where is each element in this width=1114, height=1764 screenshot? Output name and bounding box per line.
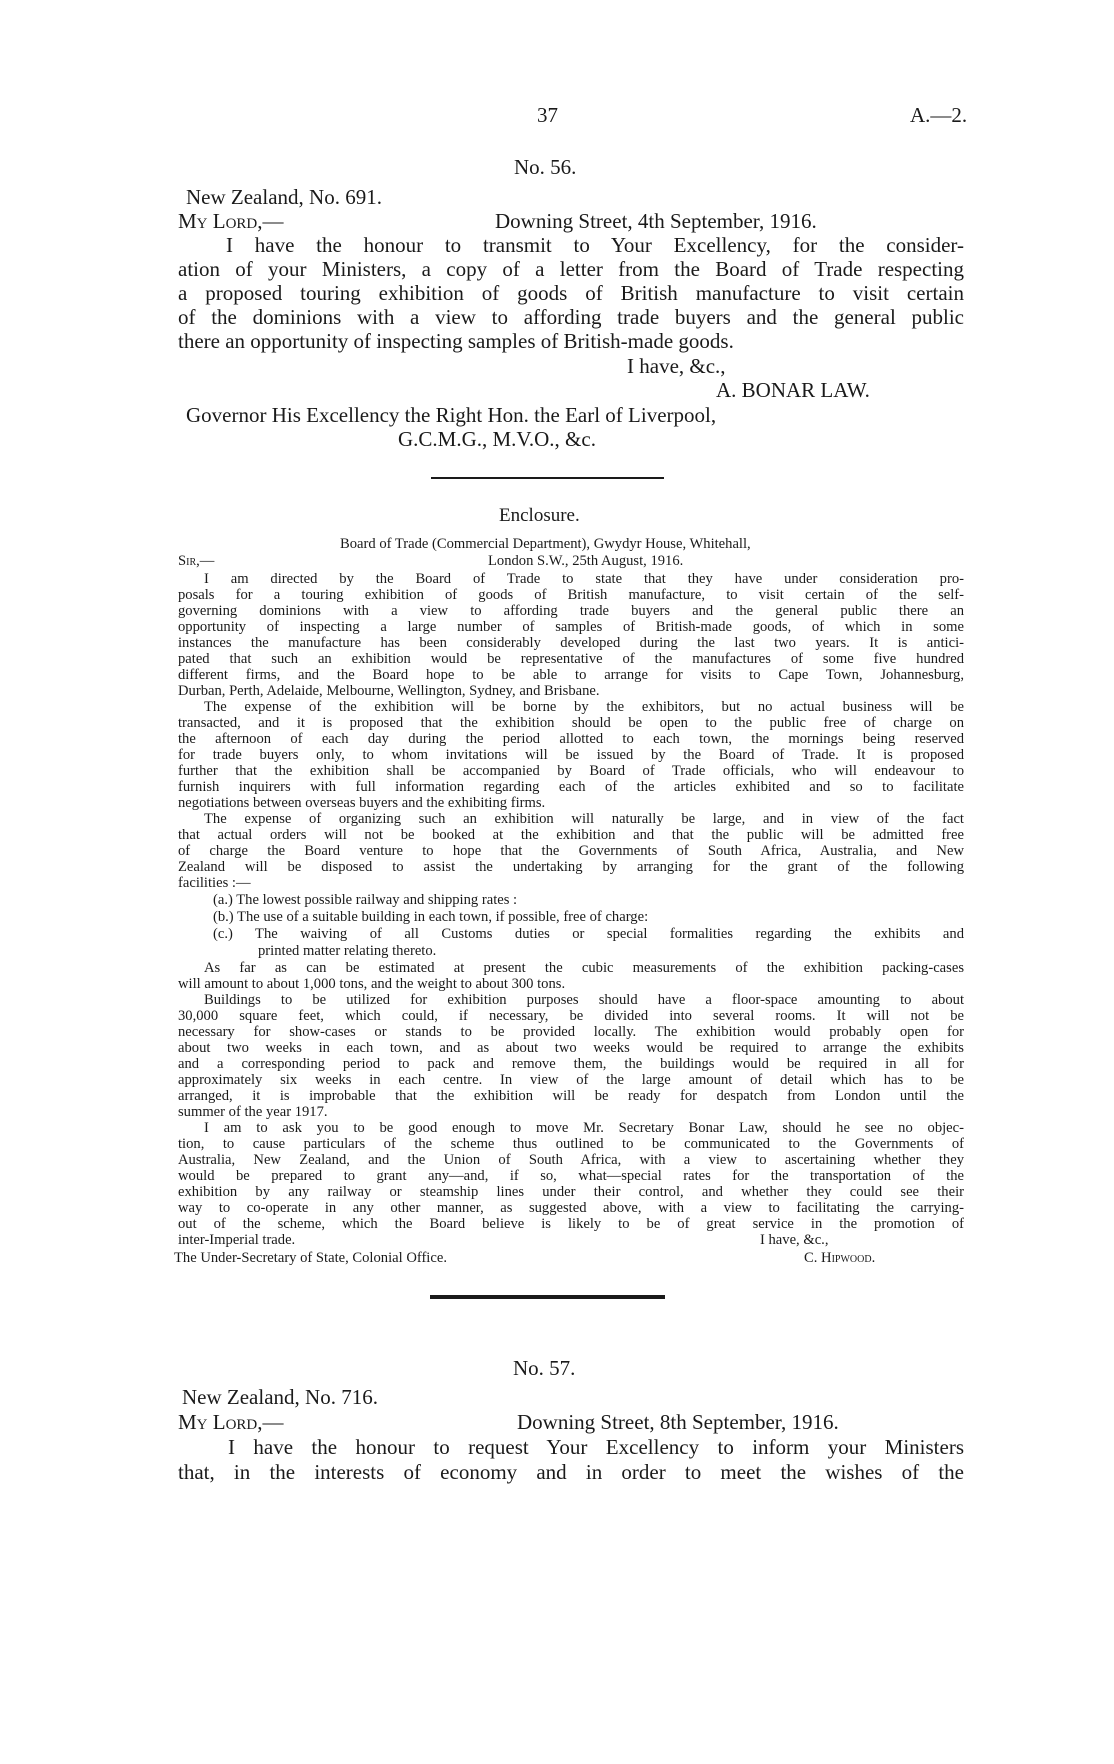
paragraph-line: posals for a touring exhibition of goods of British manufacture, to visit certain of the self- bbox=[178, 587, 964, 603]
paragraph-line: for trade buyers only, to whom invitations will be issued by the Board of Trade. It is proposed bbox=[178, 747, 964, 763]
paragraph-line: furnish inquirers with full information regarding each of the articles exhibited and so to facilitate bbox=[178, 779, 964, 795]
body-line: of the dominions with a view to affording trade buyers and the general public bbox=[178, 305, 964, 329]
closing: I have, &c., bbox=[627, 354, 726, 378]
paragraph-line: tion, to cause particulars of the scheme thus outlined to be communicated to the Governments of bbox=[178, 1136, 964, 1152]
letter-reference: New Zealand, No. 716. bbox=[182, 1385, 378, 1409]
body-line: I have the honour to request Your Excellency to inform your Ministers bbox=[228, 1435, 964, 1459]
body-line: I have the honour to transmit to Your Excellency, for the consider- bbox=[226, 233, 964, 257]
list-item: (a.) The lowest possible railway and shipping rates : bbox=[213, 892, 518, 908]
enclosure-heading: Enclosure. bbox=[499, 505, 580, 526]
paragraph-line: that actual orders will not be booked at the exhibition and that the public will be admitted free bbox=[178, 827, 964, 843]
paragraph-line: Australia, New Zealand, and the Union of South Africa, with a view to ascertaining whether they bbox=[178, 1152, 964, 1168]
paragraph-line: and a corresponding period to pack and remove them, the buildings would be required in all for bbox=[178, 1056, 964, 1072]
signature: A. BONAR LAW. bbox=[716, 378, 870, 402]
list-item: (c.) The waiving of all Customs duties or special formalities regarding the exhibits and bbox=[213, 926, 964, 942]
paragraph-line: summer of the year 1917. bbox=[178, 1104, 328, 1120]
paragraph-line: further that the exhibition shall be accompanied by Board of Trade officials, who will endeavour to bbox=[178, 763, 964, 779]
enclosure-addressee: The Under-Secretary of State, Colonial Office. bbox=[174, 1250, 447, 1266]
paragraph-line: inter-Imperial trade. bbox=[178, 1232, 296, 1248]
enclosure-salutation: Sir,— bbox=[178, 553, 215, 569]
dateline: Downing Street, 8th September, 1916. bbox=[517, 1410, 839, 1434]
paragraph-line: way to co-operate in any other manner, as suggested above, with a view to facilitating the carrying- bbox=[178, 1200, 964, 1216]
letter-number: No. 57. bbox=[513, 1356, 576, 1380]
body-line: there an opportunity of inspecting samples of British-made goods. bbox=[178, 329, 734, 353]
paragraph-line: 30,000 square feet, which could, if necessary, be divided into several rooms. It will not be bbox=[178, 1008, 964, 1024]
list-item: (b.) The use of a suitable building in each town, if possible, free of charge: bbox=[213, 909, 649, 925]
paragraph-line: The expense of the exhibition will be borne by the exhibitors, but no actual business will be bbox=[204, 699, 964, 715]
closing: I have, &c., bbox=[760, 1232, 829, 1248]
section-divider bbox=[431, 477, 664, 479]
paragraph-line: necessary for show-cases or stands to be provided locally. The exhibition would probably open for bbox=[178, 1024, 964, 1040]
body-line: that, in the interests of economy and in order to meet the wishes of the bbox=[178, 1460, 964, 1484]
paragraph-line: facilities :— bbox=[178, 875, 251, 891]
series-reference: A.—2. bbox=[910, 103, 968, 127]
dateline: Downing Street, 4th September, 1916. bbox=[495, 209, 817, 233]
paragraph-line: will amount to about 1,000 tons, and the weight to about 300 tons. bbox=[178, 976, 566, 992]
paragraph-line: Durban, Perth, Adelaide, Melbourne, Wellington, Sydney, and Brisbane. bbox=[178, 683, 600, 699]
body-line: ation of your Ministers, a copy of a letter from the Board of Trade respecting bbox=[178, 257, 964, 281]
paragraph-line: As far as can be estimated at present the cubic measurements of the exhibition packing-cases bbox=[204, 960, 964, 976]
addressee-honours: G.C.M.G., M.V.O., &c. bbox=[398, 427, 596, 451]
paragraph-line: exhibition by any railway or steamship lines under their control, and whether they could see their bbox=[178, 1184, 964, 1200]
list-item-continuation: printed matter relating thereto. bbox=[258, 943, 437, 959]
addressee: Governor His Excellency the Right Hon. the Earl of Liverpool, bbox=[186, 403, 717, 427]
paragraph-line: approximately six weeks in each centre. In view of the large amount of detail which has to be bbox=[178, 1072, 964, 1088]
page-number: 37 bbox=[537, 103, 558, 127]
paragraph-line: governing dominions with a view to affording trade buyers and the general public there an bbox=[178, 603, 964, 619]
enclosure-address: Board of Trade (Commercial Department), Gwydyr House, Whitehall, bbox=[340, 536, 751, 552]
paragraph-line: I am directed by the Board of Trade to state that they have under consideration pro- bbox=[204, 571, 964, 587]
salutation: My Lord,— bbox=[178, 209, 284, 233]
paragraph-line: the afternoon of each day during the period allotted to each town, the mornings being reserved bbox=[178, 731, 964, 747]
paragraph-line: Buildings to be utilized for exhibition purposes should have a floor-space amounting to about bbox=[204, 992, 964, 1008]
paragraph-line: of charge the Board venture to hope that the Governments of South Africa, Australia, and New bbox=[178, 843, 964, 859]
paragraph-line: The expense of organizing such an exhibition will naturally be large, and in view of the fact bbox=[204, 811, 964, 827]
paragraph-line: opportunity of inspecting a large number of samples of British-made goods, of which in some bbox=[178, 619, 964, 635]
paragraph-line: about two weeks in each town, and as about two weeks would be required to arrange the exhibits bbox=[178, 1040, 964, 1056]
section-divider-thick bbox=[430, 1295, 665, 1299]
paragraph-line: transacted, and it is proposed that the exhibition should be open to the public free of charge on bbox=[178, 715, 964, 731]
letter-reference: New Zealand, No. 691. bbox=[186, 185, 382, 209]
paragraph-line: pated that such an exhibition would be representative of the manufactures of some five hundred bbox=[178, 651, 964, 667]
enclosure-date: London S.W., 25th August, 1916. bbox=[488, 553, 684, 569]
paragraph-line: instances the manufacture has been considerably developed during the last two years. It is antici- bbox=[178, 635, 964, 651]
paragraph-line: negotiations between overseas buyers and the exhibiting firms. bbox=[178, 795, 546, 811]
paragraph-line: I am to ask you to be good enough to move Mr. Secretary Bonar Law, should he see no objec- bbox=[204, 1120, 964, 1136]
salutation: My Lord,— bbox=[178, 1410, 284, 1434]
letter-number: No. 56. bbox=[514, 155, 577, 179]
body-line: a proposed touring exhibition of goods of British manufacture to visit certain bbox=[178, 281, 964, 305]
paragraph-line: out of the scheme, which the Board believe is likely to be of great service in the promotion of bbox=[178, 1216, 964, 1232]
paragraph-line: Zealand will be disposed to assist the undertaking by arranging for the grant of the following bbox=[178, 859, 964, 875]
paragraph-line: different firms, and the Board hope to be able to arrange for visits to Cape Town, Johannesburg, bbox=[178, 667, 964, 683]
enclosure-signature: C. Hipwood. bbox=[804, 1250, 876, 1266]
paragraph-line: arranged, it is improbable that the exhibition will be ready for despatch from London until the bbox=[178, 1088, 964, 1104]
paragraph-line: would be prepared to grant any—and, if so, what—special rates for the transportation of the bbox=[178, 1168, 964, 1184]
